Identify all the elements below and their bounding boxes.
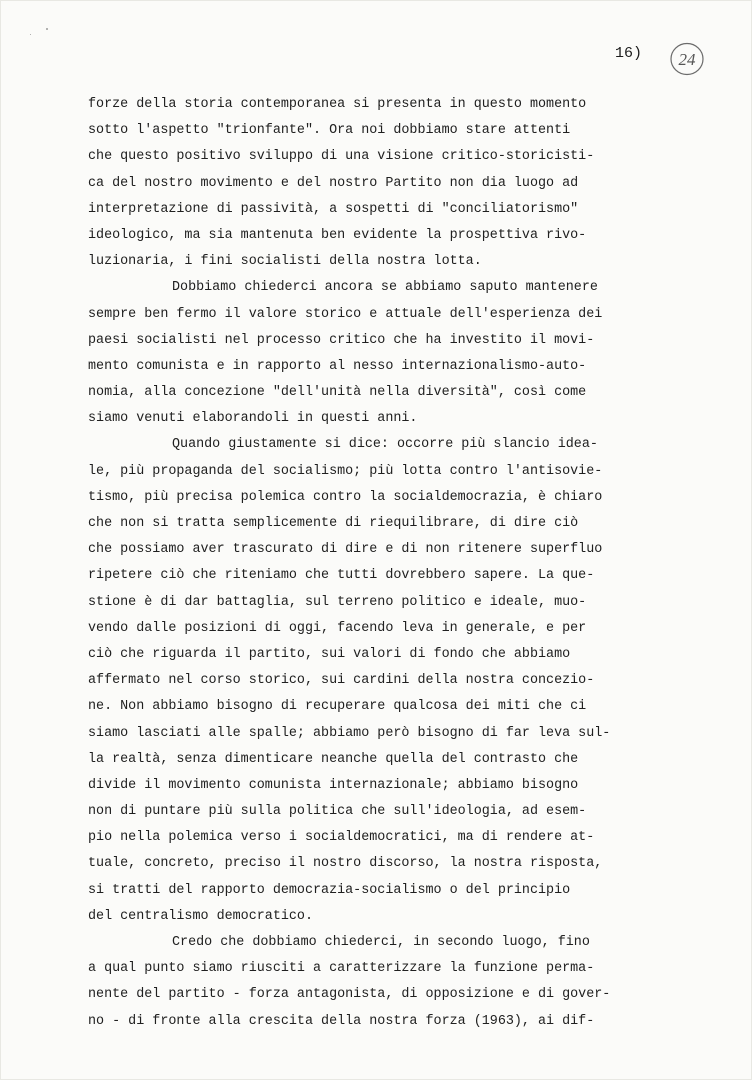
text-line: siamo lasciati alle spalle; abbiamo però bisogno di far leva sul- [88,725,611,741]
text-line: mento comunista e in rapporto al nesso internazionalismo-auto- [88,358,587,374]
text-line: stione è di dar battaglia, sul terreno politico e ideale, muo- [88,594,587,610]
text-line: tuale, concreto, preciso il nostro discorso, la nostra risposta, [88,856,603,872]
text-line: non di puntare più sulla politica che sull'ideologia, ad esem- [88,804,587,820]
text-line: divide il movimento comunista internazionale; abbiamo bisogno [88,777,579,793]
paragraph [88,930,698,1035]
text-line: luzionaria, i fini socialisti della nostra lotta. [88,254,482,270]
text-line: sempre ben fermo il valore storico e attuale dell'esperienza dei [88,306,603,322]
text-line: che questo positivo sviluppo di una visione critico-storicisti- [88,149,595,165]
text-line: la realtà, senza dimenticare neanche quella del contrasto che [88,751,579,767]
text-line: ne. Non abbiamo bisogno di recuperare qualcosa dei miti che ci [88,699,587,715]
text-line: ciò che riguarda il partito, sui valori di fondo che abbiamo [88,646,571,662]
paper-speck [30,34,31,35]
text-line: che possiamo aver trascurato di dire e di non ritenere superfluo [88,542,603,558]
text-line: paesi socialisti nel processo critico che ha investito il movi- [88,332,595,348]
paragraph [88,275,698,432]
page-header [0,40,752,80]
typewritten-body [88,92,698,1035]
text-line: Quando giustamente si dice: occorre più slancio idea- [172,437,598,453]
text-line: vendo dalle posizioni di oggi, facendo leva in generale, e per [88,620,587,636]
text-line: che non si tratta semplicemente di riequilibrare, di dire ciò [88,516,579,531]
text-line: ideologico, ma sia mantenuta ben evidente la prospettiva rivo- [88,227,587,243]
text-line: nomia, alla concezione "dell'unità nella diversità", così come [88,385,587,401]
page-number: 16) [614,45,642,62]
paragraph [88,432,698,930]
folio-number-text: 24 [678,50,696,69]
text-line: siamo venuti elaborandoli in questi anni. [88,411,418,427]
text-line: si tratti del rapporto democrazia-socialismo o del principio [88,882,571,898]
text-line: sotto l'aspetto "trionfante". Ora noi dobbiamo stare attenti [88,123,571,139]
text-line: del centralismo democratico. [88,908,313,924]
handwritten-folio-number [668,40,706,78]
text-line: nente del partito - forza antagonista, di opposizione e di gover- [88,987,611,1003]
paper-speck [46,28,48,30]
text-line: Credo che dobbiamo chiederci, in secondo luogo, fino [172,935,590,950]
text-line: affermato nel corso storico, sui cardini della nostra concezio- [88,673,595,689]
text-line: Dobbiamo chiederci ancora se abbiamo saputo mantenere [172,280,598,296]
text-line: no - di fronte alla crescita della nostra forza (1963), ai dif- [88,1013,595,1029]
text-line: ripetere ciò che riteniamo che tutti dovrebbero sapere. La que- [88,568,595,584]
text-line: a qual punto siamo riusciti a caratterizzare la funzione perma- [88,961,595,977]
text-line: tismo, più precisa polemica contro la socialdemocrazia, è chiaro [88,489,603,505]
paragraph [88,92,698,275]
text-line: interpretazione di passività, a sospetti di "conciliatorismo" [88,201,579,217]
text-line: pio nella polemica verso i socialdemocratici, ma di rendere at- [88,830,595,846]
text-line: forze della storia contemporanea si presenta in questo momento [88,97,587,112]
text-line: le, più propaganda del socialismo; più lotta contro l'antisovie- [88,463,603,479]
text-line: ca del nostro movimento e del nostro Partito non dia luogo ad [88,175,579,191]
